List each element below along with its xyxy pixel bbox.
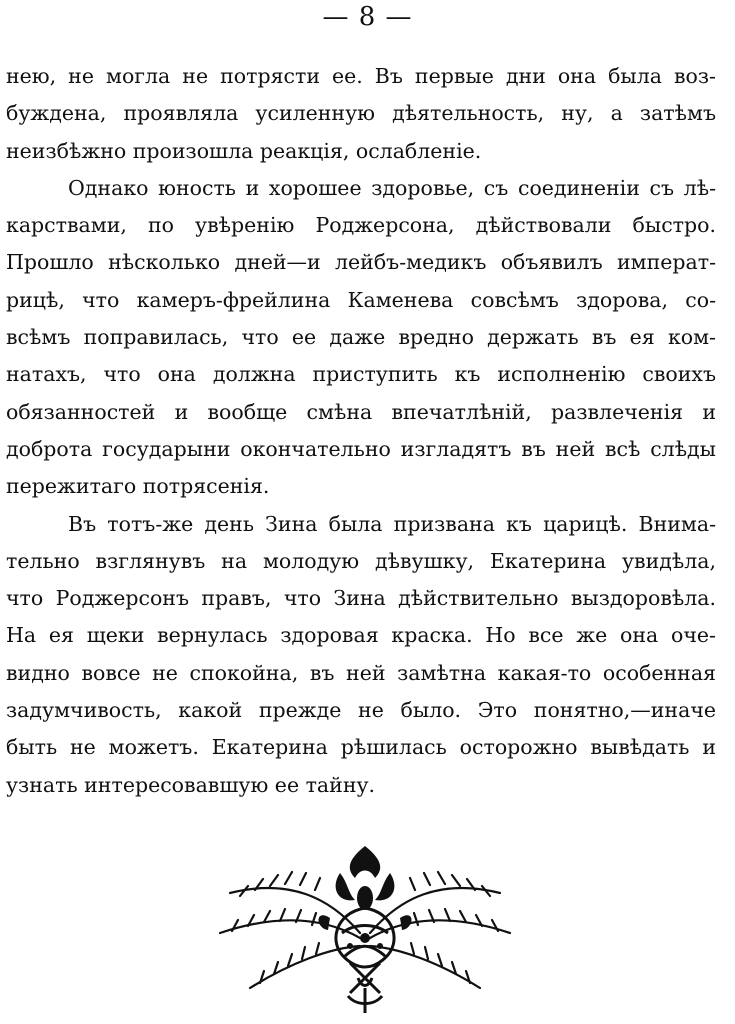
text-line: всѣмъ поправилась, что ее даже вредно держать въ ея ком- <box>6 325 716 350</box>
text-line: задумчивость, какой прежде не было. Это понятно,—иначе <box>6 698 716 723</box>
text-line: пережитаго потрясенія. <box>6 474 270 499</box>
body-text <box>6 58 716 804</box>
text-line: На ея щеки вернулась здоровая краска. Но все же она оче- <box>6 623 716 648</box>
text-line: Прошло нѣсколько дней—и лейбъ-медикъ объявилъ императ- <box>6 250 716 275</box>
text-line: что Роджерсонъ правъ, что Зина дѣйствительно выздоровѣла. <box>6 586 716 611</box>
text-line: натахъ, что она должна приступить къ исполненію своихъ <box>6 362 716 387</box>
text-line: неизбѣжно произошла реакція, ослабленіе. <box>6 138 482 163</box>
paragraph-3 <box>6 506 716 804</box>
text-line: рицѣ, что камеръ-фрейлина Каменева совсѣмъ здорова, со- <box>6 287 716 312</box>
text-line: доброта государыни окончательно изгладятъ въ ней всѣ слѣды <box>6 436 716 461</box>
text-line: карствами, по увѣренію Роджерсона, дѣйствовали быстро. <box>6 213 716 238</box>
paragraph-2 <box>6 170 716 506</box>
floral-tailpiece-ornament-icon <box>210 838 520 1018</box>
text-line: тельно взглянувъ на молодую дѣвушку, Екатерина увидѣла, <box>6 548 716 573</box>
page-number: — 8 — <box>322 2 413 32</box>
text-line: видно вовсе не спокойна, въ ней замѣтна какая-то особенная <box>6 660 716 685</box>
text-line: Однако юность и хорошее здоровье, съ соединеніи съ лѣ- <box>68 175 716 200</box>
text-line: Въ тотъ-же день Зина была призвана къ царицѣ. Внима- <box>68 511 716 536</box>
text-line: узнать интересовавшую ее тайну. <box>6 772 376 797</box>
text-line: обязанностей и вообще смѣна впечатлѣній, развлеченія и <box>6 399 716 424</box>
text-line: быть не можетъ. Екатерина рѣшилась осторожно вывѣдать и <box>6 735 716 760</box>
text-line: нею, не могла не потрясти ее. Въ первые дни она была воз- <box>6 64 716 88</box>
text-line: буждена, проявляла усиленную дѣятельность, ну, а затѣмъ <box>6 101 716 126</box>
paragraph-1 <box>6 58 716 170</box>
